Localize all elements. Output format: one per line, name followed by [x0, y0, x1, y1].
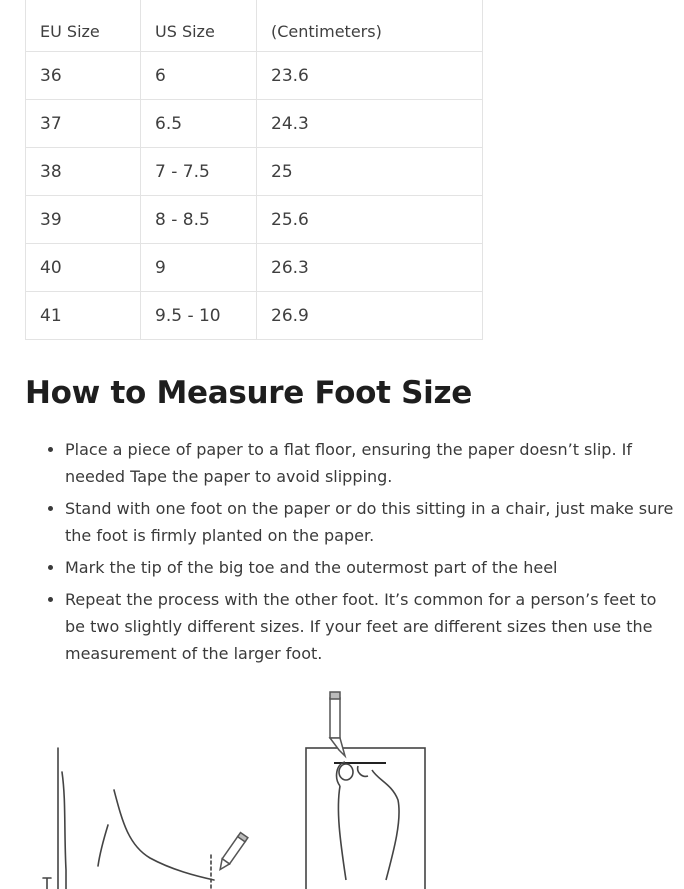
cell-us: 9.5 - 10	[141, 292, 257, 340]
cell-cm: 26.3	[257, 244, 483, 292]
cell-us: 6.5	[141, 100, 257, 148]
measure-steps-list	[24, 436, 675, 672]
table-row	[26, 292, 483, 340]
side-foot-diagram-icon	[43, 748, 214, 889]
cell-eu: 36	[26, 52, 141, 100]
cell-eu: 37	[26, 100, 141, 148]
list-item: • Stand with one foot on the paper or do this sitting in a chair, just make sure the foot is firmly planted on the paper.	[65, 495, 675, 549]
cell-eu: 41	[26, 292, 141, 340]
cell-cm: 24.3	[257, 100, 483, 148]
section-title: How to Measure Foot Size	[25, 375, 472, 411]
header-eu-size: EU Size	[26, 0, 141, 52]
table-header-row	[26, 0, 483, 52]
list-item: • Place a piece of paper to a flat floor, ensuring the paper doesn’t slip. If needed Tape the paper to avoid slipping.	[65, 436, 675, 490]
cell-eu: 40	[26, 244, 141, 292]
cell-us: 9	[141, 244, 257, 292]
table-row	[26, 148, 483, 196]
pencil-icon	[216, 833, 247, 873]
cell-eu: 39	[26, 196, 141, 244]
size-chart-table	[25, 0, 483, 340]
top-foot-diagram-icon	[306, 748, 425, 889]
pencil-icon	[330, 692, 345, 756]
table-row	[26, 52, 483, 100]
foot-measure-illustration	[0, 680, 684, 889]
header-us-size: US Size	[141, 0, 257, 52]
header-centimeters: (Centimeters)	[257, 0, 483, 52]
cell-cm: 25	[257, 148, 483, 196]
cell-cm: 26.9	[257, 292, 483, 340]
cell-us: 6	[141, 52, 257, 100]
table-row	[26, 196, 483, 244]
cell-us: 7 - 7.5	[141, 148, 257, 196]
table-row	[26, 100, 483, 148]
cell-us: 8 - 8.5	[141, 196, 257, 244]
cell-cm: 25.6	[257, 196, 483, 244]
list-item: • Mark the tip of the big toe and the outermost part of the heel	[65, 554, 675, 581]
cell-cm: 23.6	[257, 52, 483, 100]
list-item: • Repeat the process with the other foot. It’s common for a person’s feet to be two slightly different sizes. If your feet are different sizes then use the measurement of the larger foot.	[65, 586, 675, 667]
table-row	[26, 244, 483, 292]
cell-eu: 38	[26, 148, 141, 196]
